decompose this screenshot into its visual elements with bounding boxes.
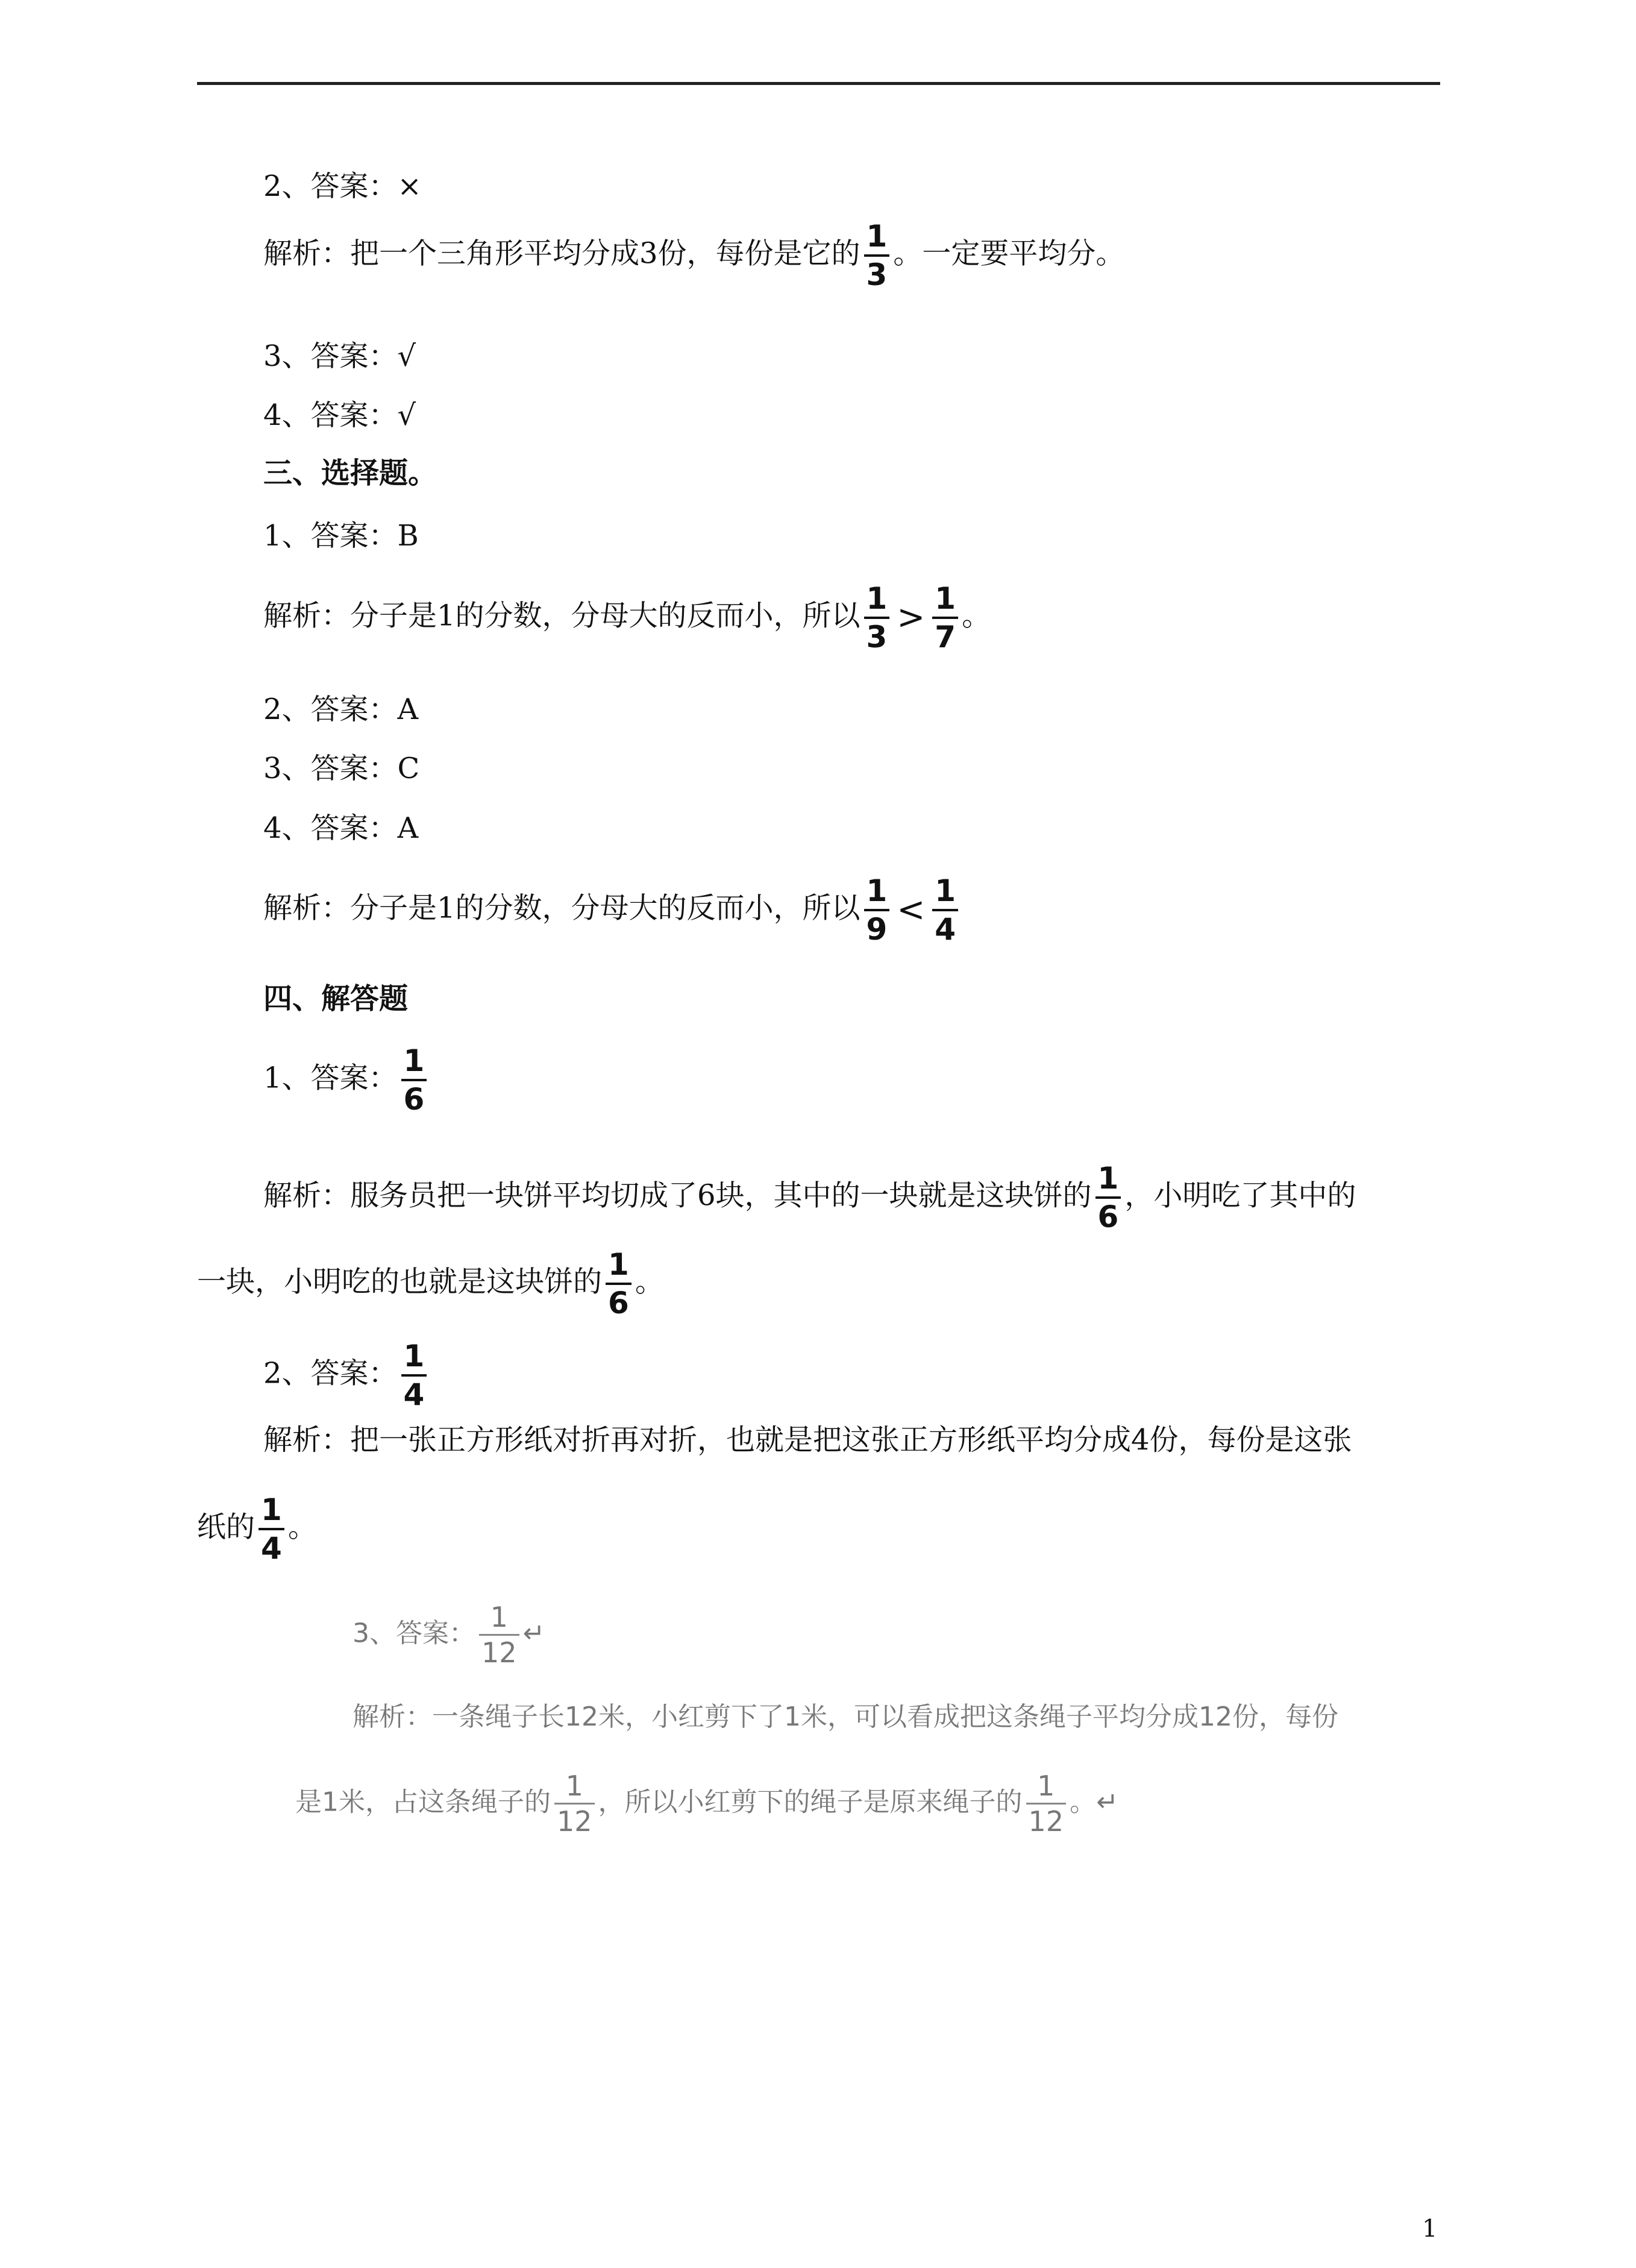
s4-q1-analysis-line2: 一块，小明吃的也就是这块饼的 $\frac{1}{6}$ 。 <box>197 1247 664 1321</box>
q4-answer: 4、答案：√ <box>263 398 416 432</box>
fraction: $\frac{1}{12}$ <box>554 1769 595 1838</box>
s4-q2-answer: 2、答案： $\frac{1}{4}$ <box>263 1338 430 1413</box>
page-number: 1 <box>1422 2215 1438 2243</box>
fraction: $\frac{1}{9}$ <box>864 873 890 947</box>
s3-q2-answer: 2、答案：A <box>263 693 419 726</box>
fraction: $\frac{1}{4}$ <box>401 1338 427 1413</box>
header-rule <box>197 82 1440 85</box>
s3-q4-answer: 4、答案：A <box>263 811 419 845</box>
fraction: $\frac{1}{3}$ <box>864 218 890 293</box>
s3-q1-analysis: 解析：分子是1的分数，分母大的反而小，所以 $\frac{1}{3}$ > $\frac{1}{7}$ 。 <box>263 581 991 655</box>
fraction: $\frac{1}{6}$ <box>1095 1160 1121 1235</box>
fraction: $\frac{1}{12}$ <box>479 1600 519 1670</box>
s4-q3-analysis-line1: 解析：一条绳子长12米，小红剪下了1米，可以看成把这条绳子平均分成12份，每份 <box>353 1701 1338 1732</box>
q2-answer: 2、答案：× <box>263 169 422 203</box>
fraction: $\frac{1}{12}$ <box>1026 1769 1067 1838</box>
s3-q3-answer: 3、答案：C <box>263 752 420 785</box>
fraction: $\frac{1}{4}$ <box>259 1492 284 1566</box>
section-3-heading: 三、选择题。 <box>263 456 437 490</box>
fraction: $\frac{1}{7}$ <box>932 580 958 655</box>
fraction: $\frac{1}{4}$ <box>932 873 958 947</box>
fraction: $\frac{1}{6}$ <box>606 1246 632 1321</box>
s4-q1-answer: 1、答案： $\frac{1}{6}$ <box>263 1043 430 1117</box>
fraction: $\frac{1}{3}$ <box>864 580 890 655</box>
s4-q1-analysis-line1: 解析：服务员把一块饼平均切成了6块，其中的一块就是这块饼的 $\frac{1}{6}$ ，小明吃了其中的 <box>263 1161 1356 1234</box>
section-4-heading: 四、解答题 <box>263 982 409 1016</box>
q3-answer: 3、答案：√ <box>263 339 416 373</box>
s4-q3-analysis-line2: 是1米，占这条绳子的 $\frac{1}{12}$ ，所以小红剪下的绳子是原来绳子的 $\frac{1}{12}$ 。↵ <box>295 1770 1118 1838</box>
s4-q3-answer: 3、答案： $\frac{1}{12}$ ↵ <box>353 1601 545 1669</box>
s4-q2-analysis-line1: 解析：把一张正方形纸对折再对折，也就是把这张正方形纸平均分成4份，每份是这张 <box>263 1423 1352 1457</box>
s3-q1-answer: 1、答案：B <box>263 519 419 553</box>
s4-q2-analysis-line2: 纸的 $\frac{1}{4}$ 。 <box>197 1492 317 1566</box>
q2-analysis: 解析：把一个三角形平均分成3份，每份是它的 $\frac{1}{3}$ 。一定要平均分。 <box>263 219 1125 292</box>
s3-q4-analysis: 解析：分子是1的分数，分母大的反而小，所以 $\frac{1}{9}$ < $\frac{1}{4}$ <box>263 873 962 947</box>
fraction: $\frac{1}{6}$ <box>401 1043 427 1117</box>
